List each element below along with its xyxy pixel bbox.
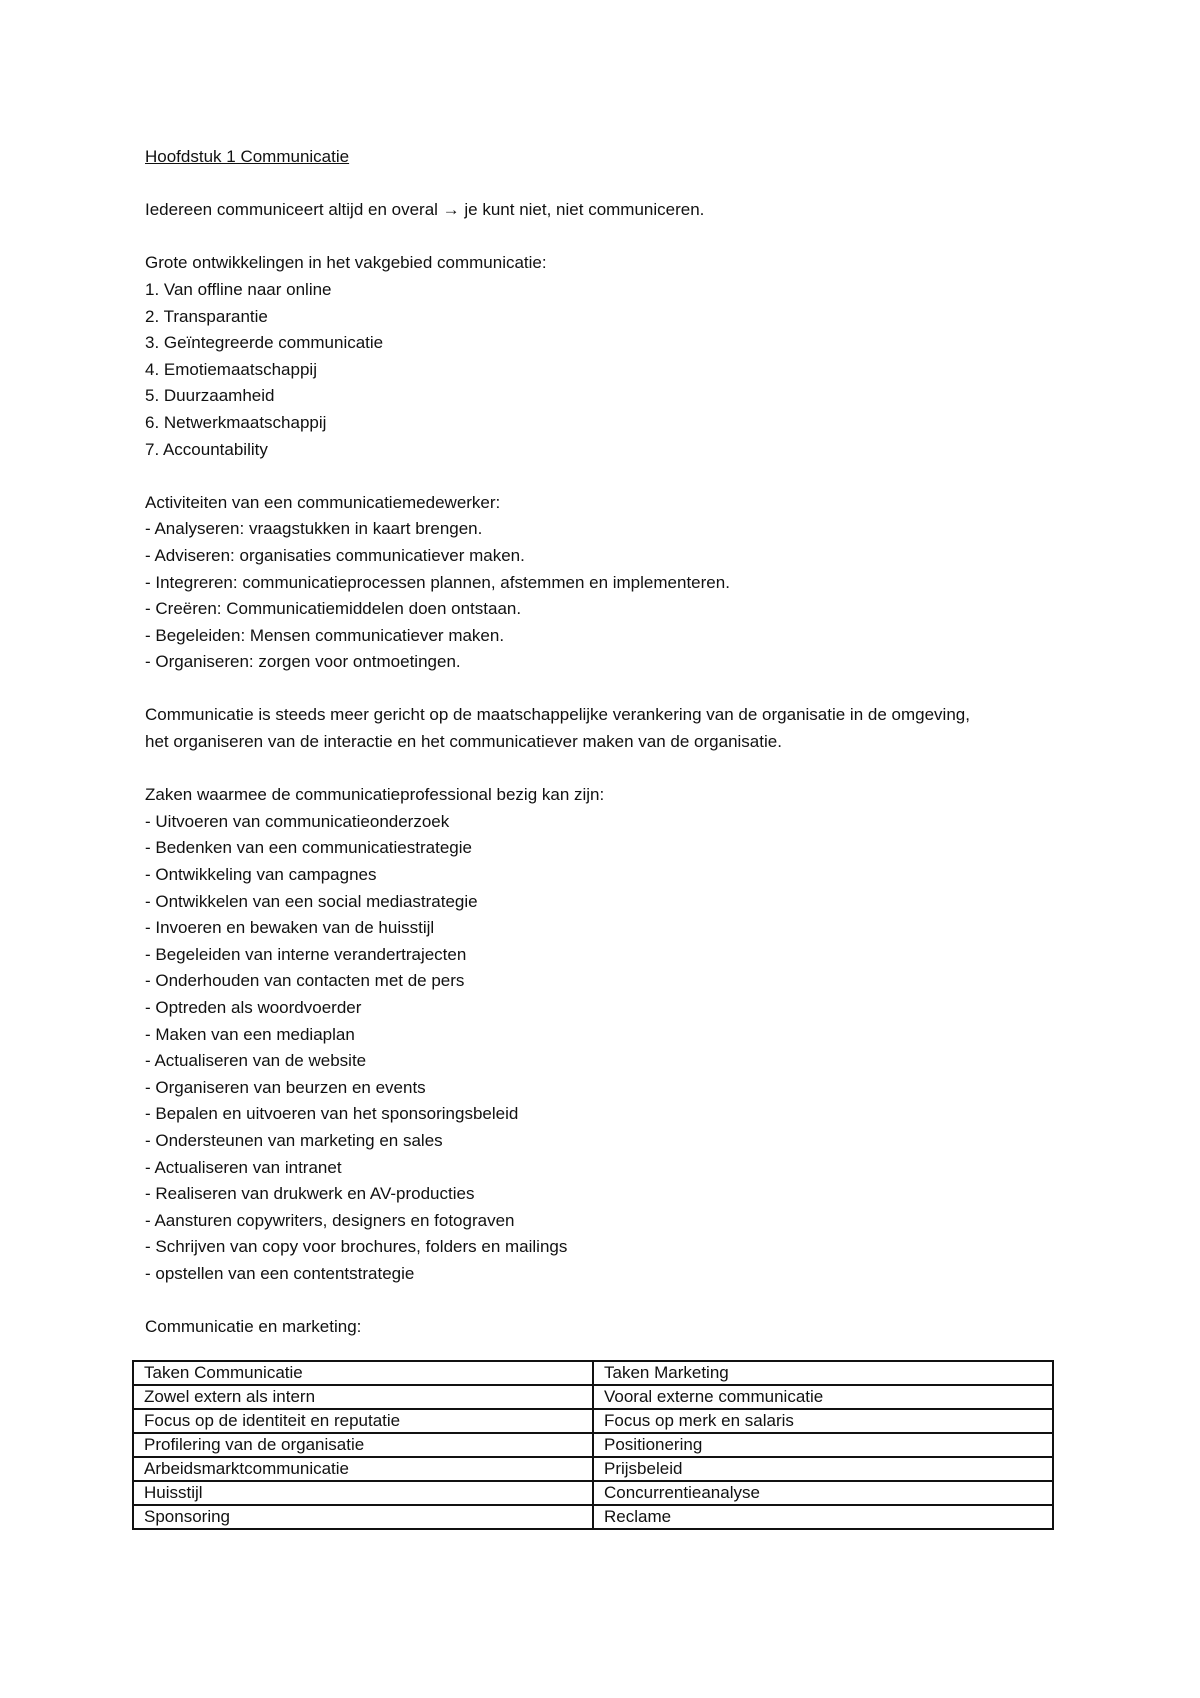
list-item: 4. Emotiemaatschappij <box>145 359 317 379</box>
list-item: - Actualiseren van intranet <box>145 1157 342 1177</box>
right-arrow-icon: → <box>442 200 460 220</box>
intro-text-after: je kunt niet, niet communiceren. <box>459 200 705 220</box>
activities-heading: Activiteiten van een communicatiemedewerker: <box>145 492 501 512</box>
list-item: - Ondersteunen van marketing en sales <box>145 1130 443 1150</box>
list-item: - Ontwikkelen van een social mediastrategie <box>145 891 478 911</box>
tasks-list <box>145 809 1075 1288</box>
table-cell: Taken Communicatie <box>133 1361 593 1385</box>
list-item: - Organiseren van beurzen en events <box>145 1077 426 1097</box>
table-cell: Focus op merk en salaris <box>593 1409 1053 1433</box>
developments-list <box>145 277 1075 463</box>
list-item: - Realiseren van drukwerk en AV-producties <box>145 1184 475 1204</box>
table-cell: Vooral externe communicatie <box>593 1385 1053 1409</box>
spacer <box>145 676 1075 703</box>
list-item: 2. Transparantie <box>145 306 268 326</box>
list-item: 5. Duurzaamheid <box>145 386 275 406</box>
activities-list <box>145 516 1075 676</box>
list-item: - Organiseren: zorgen voor ontmoetingen. <box>145 652 461 672</box>
table-cell: Huisstijl <box>133 1481 593 1505</box>
table-cell: Zowel extern als intern <box>133 1385 593 1409</box>
list-item: - Invoeren en bewaken van de huisstijl <box>145 918 435 938</box>
intro-line <box>145 197 1075 224</box>
list-item: 7. Accountability <box>145 439 268 459</box>
table-cell: Concurrentieanalyse <box>593 1481 1053 1505</box>
list-item: - Optreden als woordvoerder <box>145 998 362 1017</box>
table-row <box>133 1457 1053 1481</box>
list-item: - Actualiseren van de website <box>145 1051 367 1071</box>
spacer <box>145 463 1075 490</box>
list-item: - Bedenken van een communicatiestrategie <box>145 838 472 858</box>
table-header-row <box>133 1361 1053 1385</box>
page-title: Hoofdstuk 1 Communicatie <box>145 147 350 166</box>
list-item: - Creëren: Communicatiemiddelen doen ontstaan. <box>145 599 522 619</box>
table-row <box>133 1433 1053 1457</box>
list-item: - Schrijven van copy voor brochures, folders en mailings <box>145 1237 568 1257</box>
list-item: - Aansturen copywriters, designers en fotograven <box>145 1210 515 1230</box>
table-cell: Reclame <box>593 1505 1053 1529</box>
developments-heading: Grote ontwikkelingen in het vakgebied communicatie: <box>145 253 547 273</box>
communication-paragraph <box>145 702 1075 755</box>
table-cell: Profilering van de organisatie <box>133 1433 593 1457</box>
table-row <box>133 1409 1053 1433</box>
list-item: - Begeleiden van interne verandertrajecten <box>145 944 467 964</box>
list-item: - Maken van een mediaplan <box>145 1024 355 1044</box>
list-item: - Ontwikkeling van campagnes <box>145 865 377 885</box>
list-item: - Adviseren: organisaties communicatiever maken. <box>145 545 525 565</box>
document-body <box>145 144 1075 1341</box>
spacer <box>145 224 1075 251</box>
tasks-heading: Zaken waarmee de communicatieprofessional bezig kan zijn: <box>145 785 605 805</box>
list-item: 6. Netwerkmaatschappij <box>145 412 327 432</box>
list-item: - Bepalen en uitvoeren van het sponsoringsbeleid <box>145 1104 519 1124</box>
table-cell: Arbeidsmarktcommunicatie <box>133 1457 593 1481</box>
comparison-table-wrapper <box>132 1360 1054 1530</box>
table-cell: Positionering <box>593 1433 1053 1457</box>
list-item: - Uitvoeren van communicatieonderzoek <box>145 811 450 831</box>
table-row <box>133 1385 1053 1409</box>
list-item: - Integreren: communicatieprocessen plannen, afstemmen en implementeren. <box>145 572 730 592</box>
list-item: 1. Van offline naar online <box>145 279 332 299</box>
comparison-heading: Communicatie en marketing: <box>145 1317 362 1337</box>
paragraph-line: Communicatie is steeds meer gericht op de maatschappelijke verankering van de organisatie in de omgeving, <box>145 705 970 725</box>
spacer <box>145 756 1075 783</box>
list-item: - Analyseren: vraagstukken in kaart brengen. <box>145 519 483 539</box>
table-row <box>133 1505 1053 1529</box>
table-row <box>133 1481 1053 1505</box>
paragraph-line: het organiseren van de interactie en het communicatiever maken van de organisatie. <box>145 732 782 752</box>
list-item: 3. Geïntegreerde communicatie <box>145 333 384 353</box>
list-item: - opstellen van een contentstrategie <box>145 1263 415 1283</box>
table-cell: Focus op de identiteit en reputatie <box>133 1409 593 1433</box>
list-item: - Begeleiden: Mensen communicatiever maken. <box>145 625 505 645</box>
spacer <box>145 1288 1075 1315</box>
table-cell: Sponsoring <box>133 1505 593 1529</box>
table-cell: Taken Marketing <box>593 1361 1053 1385</box>
comparison-table <box>132 1360 1054 1530</box>
intro-text-before: Iedereen communiceert altijd en overal <box>145 200 443 220</box>
table-cell: Prijsbeleid <box>593 1457 1053 1481</box>
spacer <box>145 171 1075 198</box>
list-item: - Onderhouden van contacten met de pers <box>145 971 465 991</box>
